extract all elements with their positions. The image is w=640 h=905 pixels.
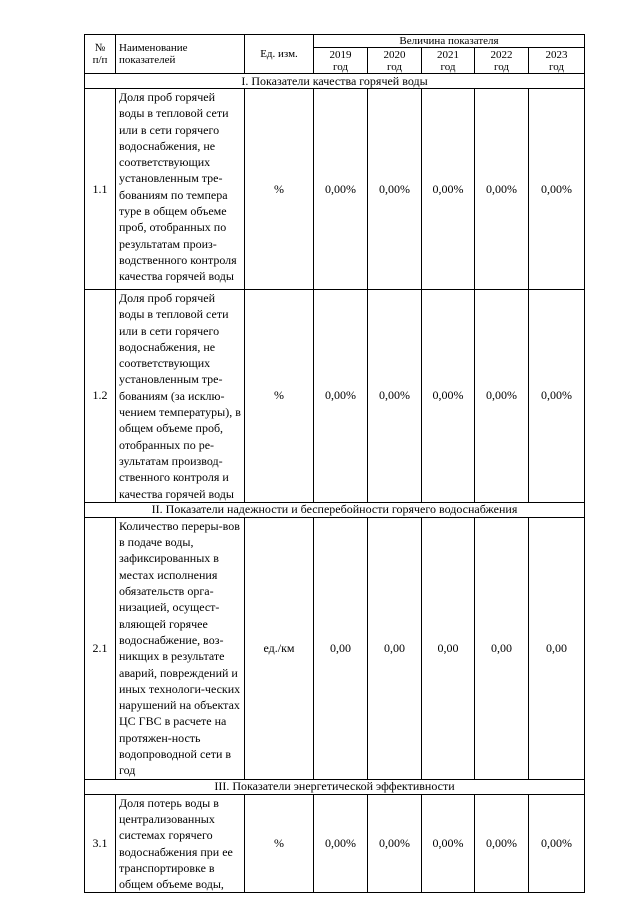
value-cell: 0,00% — [529, 89, 585, 290]
indicator-name: Доля проб горячей воды в тепловой сети или в сети горячего водоснабжения, не соответствующих установленным тре-бованиям (за исклю-чением температуры), в общем объеме проб, отобранных по ре-зультатам производ-ственного контроля и качества горячей воды — [116, 290, 245, 503]
row-number: 3.1 — [85, 794, 116, 893]
unit-cell: % — [245, 794, 314, 893]
header-value-group: Величина показателя — [314, 35, 585, 48]
value-cell: 0,00% — [475, 89, 529, 290]
value-cell: 0,00% — [314, 290, 368, 503]
header-year: 2020 год — [368, 48, 422, 74]
value-cell: 0,00% — [368, 89, 422, 290]
section-title: III. Показатели энергетической эффективности — [85, 779, 585, 794]
unit-cell: ед./км — [245, 517, 314, 779]
indicator-name: Количество переры-вов в подаче воды, зафиксированных в местах исполнения обязательств орга-низацией, осущест-вляющей горячее водоснабжение, воз-никщих в результате аварий, повреждений и иных технологи-ческих нарушений на объектах ЦС ГВС в расчете на протяжен-ность водопроводной сети в год — [116, 517, 245, 779]
header-year: 2019 год — [314, 48, 368, 74]
header-year: 2023 год — [529, 48, 585, 74]
section-row — [85, 502, 585, 517]
table-row — [85, 517, 585, 779]
header-unit: Ед. изм. — [245, 35, 314, 74]
header-year: 2022 год — [475, 48, 529, 74]
row-number: 1.1 — [85, 89, 116, 290]
section-title: I. Показатели качества горячей воды — [85, 74, 585, 89]
value-cell: 0,00% — [422, 794, 475, 893]
value-cell: 0,00% — [368, 290, 422, 503]
row-number: 2.1 — [85, 517, 116, 779]
indicator-name: Доля проб горячей воды в тепловой сети или в сети горячего водоснабжения, не соответствующих установленным тре-бованиям по темпера туре в общем объеме проб, отобранных по результатам произ-водственного контроля качества горячей воды — [116, 89, 245, 290]
unit-cell: % — [245, 89, 314, 290]
table-row — [85, 290, 585, 503]
value-cell: 0,00% — [314, 794, 368, 893]
value-cell: 0,00% — [314, 89, 368, 290]
value-cell: 0,00% — [422, 290, 475, 503]
value-cell: 0,00 — [475, 517, 529, 779]
table-row — [85, 89, 585, 290]
value-cell: 0,00% — [422, 89, 475, 290]
section-title: II. Показатели надежности и бесперебойности горячего водоснабжения — [85, 502, 585, 517]
table-row — [85, 794, 585, 893]
header-num: № п/п — [85, 35, 116, 74]
header-name: Наименование показателей — [116, 35, 245, 74]
section-row — [85, 779, 585, 794]
value-cell: 0,00% — [475, 794, 529, 893]
header-year: 2021 год — [422, 48, 475, 74]
section-row — [85, 74, 585, 89]
value-cell: 0,00% — [368, 794, 422, 893]
value-cell: 0,00 — [422, 517, 475, 779]
value-cell: 0,00 — [529, 517, 585, 779]
row-number: 1.2 — [85, 290, 116, 503]
value-cell: 0,00 — [314, 517, 368, 779]
unit-cell: % — [245, 290, 314, 503]
indicator-name: Доля потерь воды в централизованных системах горячего водоснабжения при ее транспортировке в общем объеме воды, — [116, 794, 245, 893]
value-cell: 0,00 — [368, 517, 422, 779]
value-cell: 0,00% — [529, 794, 585, 893]
value-cell: 0,00% — [475, 290, 529, 503]
value-cell: 0,00% — [529, 290, 585, 503]
indicators-table — [84, 34, 585, 893]
